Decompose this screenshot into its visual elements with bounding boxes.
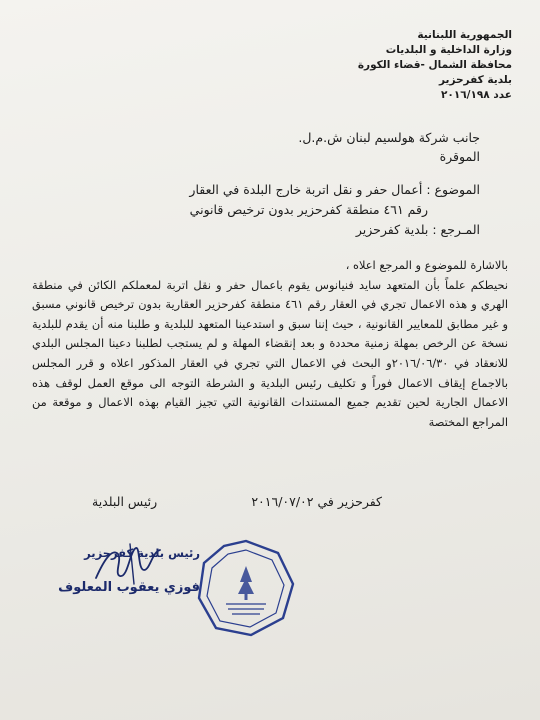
letterhead-governorate: محافظة الشمال -قضاء الكورة [357,59,512,71]
addressee-honorific: الموقرة [439,149,480,164]
addressee [80,128,480,166]
signer-title: رئيس البلدية [92,494,158,509]
signature-name: فوزي يعقوب المعلوف [58,580,200,595]
subject-block [60,180,480,240]
letterhead-country: الجمهورية اللبنانية [417,29,512,41]
subject-line-1: الموضوع : أعمال حفر و نقل اتربة خارج البلدة في العقار [189,182,480,197]
letterhead-municipality: بلدية كفرحزير [438,74,512,86]
reference-line: المـرجع : بلدية كفرحزير [355,222,480,237]
body-opening: بالاشارة للموضوع و المرجع اعلاه ، [345,258,508,272]
addressee-company: جانب شركة هولسيم لبنان ش.م.ل. [298,130,480,145]
handwritten-signature [90,540,170,590]
subject-line-2: رقم ٤٦١ منطقة كفرحزير بدون ترخيص قانوني [189,202,428,217]
body-paragraph: نحيطكم علماً بأن المتعهد سايد فنيانوس يقوم باعمال حفر و نقل اتربة لمعملكم الكائن في منطقة الهري و هذه الاعمال تجري في العقار رقم ٤٦١ منطقة كفرحزير العقارية بدون ترخيص قانوني مسبق و غير مطابق للمعايير القانونية ، حيث إننا سبق و استدعينا المتعهد للبلدية و طلبنا منه أن يقدم للبلدية نسخة عن الرخص بمهلة زمنية محددة و بعد إنقضاء المهلة و لم يستجب لطلبنا دعينا المجلس البلدي للانعقاد في ٢٠١٦/٠٦/٣٠و البحث في الاعمال التي تجري في العقار المذكور اعلاه و قرر المجلس بالاجماع إيقاف الاعمال فوراً و تكليف رئيس البلدية و الشرطة التوجه الى موقع العمل لوقف هذه الاعمال الجارية لحين تقديم جميع المستندات القانونية التي تجيز القيام بهذه الاعمال و موقعة من المراجع المختصة [32,277,509,429]
letterhead-ministry: وزارة الداخلية و البلديات [385,44,512,56]
letterhead-reference-number: عدد ٢٠١٦/١٩٨ [441,89,512,101]
letter-body [32,256,508,432]
letter-date: كفرحزير في ٢٠١٦/٠٧/٠٢ [251,494,382,509]
municipality-seal [196,538,296,638]
letterhead [292,28,512,103]
signature-title: رئيس بلدية كفرحزير [84,546,200,560]
